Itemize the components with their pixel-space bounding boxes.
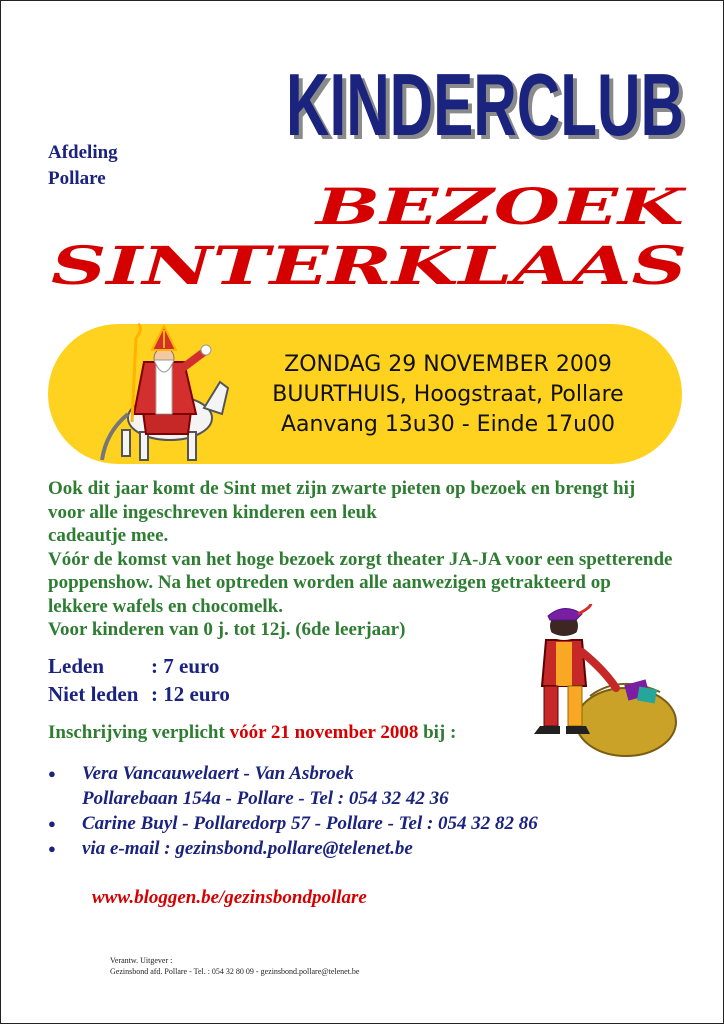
sinterklaas-icon [92,322,232,464]
price-leden [48,654,219,679]
footer-line2: Gezinsbond afd. Pollare - Tel. : 054 32 80 09 - gezinsbond.pollare@telenet.be [110,967,360,976]
afdeling-line1: Afdeling [48,142,118,163]
bullet-icon: ● [48,816,56,831]
publisher-footer [110,955,359,977]
event-place: BUURTHUIS, Hoogstraat, Pollare [272,382,624,407]
price-leden-label: Leden [48,654,105,678]
contact-email[interactable]: via e-mail : gezinsbond.pollare@telenet.be [82,838,413,859]
registration-prefix: Inschrijving verplicht [48,722,230,743]
kinderclub-title-text: KINDERCLUB [286,60,684,150]
description-p1b: cadeautje mee. [48,525,169,546]
contact-item [48,836,538,861]
kinderclub-title-shadow: KINDERCLUB [290,60,688,150]
kinderclub-title [282,60,692,150]
event-time: Aanvang 13u30 - Einde 17u00 [280,412,616,437]
blog-link[interactable]: www.bloggen.be/gezinsbondpollare [92,887,367,908]
price-niet-leden-label: Niet leden [48,682,139,706]
contact-1-name: Vera Vancauwelaert - Van Asbroek [82,763,354,784]
contact-item [48,761,538,811]
contact-2: Carine Buyl - Pollaredorp 57 - Pollare - Tel : 054 32 82 86 [82,813,538,834]
event-date: ZONDAG 29 NOVEMBER 2009 [284,352,612,377]
registration-deadline: vóór 21 november 2008 [229,722,419,743]
bullet-icon: ● [48,766,56,781]
contact-item [48,811,538,836]
price-niet-leden-value: : 12 euro [151,682,230,706]
afdeling-line2: Pollare [48,168,106,189]
registration-note [48,722,456,744]
description-p1: Ook dit jaar komt de Sint met zijn zwarte pieten op bezoek en brengt hij voor alle ingeschreven kinderen een leuk [48,478,636,523]
bezoek-title [310,178,690,238]
event-details [248,350,648,440]
footer-line1: Verantw. Uitgever : [110,956,173,965]
sinterklaas-title [44,234,694,296]
description-p3: Voor kinderen van 0 j. tot 12j. (6de leerjaar) [48,619,406,640]
bezoek-title-text: BEZOEK [312,178,688,236]
bullet-icon: ● [48,841,56,856]
price-niet-leden [48,682,230,707]
price-leden-value: : 7 euro [151,654,220,678]
description-p2: Vóór de komst van het hoge bezoek zorgt theater JA-JA voor een spetterende poppenshow. Na het optreden worden alle aanwezigen getrakteerd op lekkere wafels en chocomelk. [48,548,673,617]
zwarte-piet-icon [520,604,680,760]
sinterklaas-title-text: SINTERKLAAS [51,236,687,296]
contact-1-address: Pollarebaan 154a - Pollare - Tel : 054 32 42 36 [82,788,449,809]
section-label [48,140,118,192]
contact-list [48,761,538,861]
registration-suffix: bij : [418,722,457,743]
